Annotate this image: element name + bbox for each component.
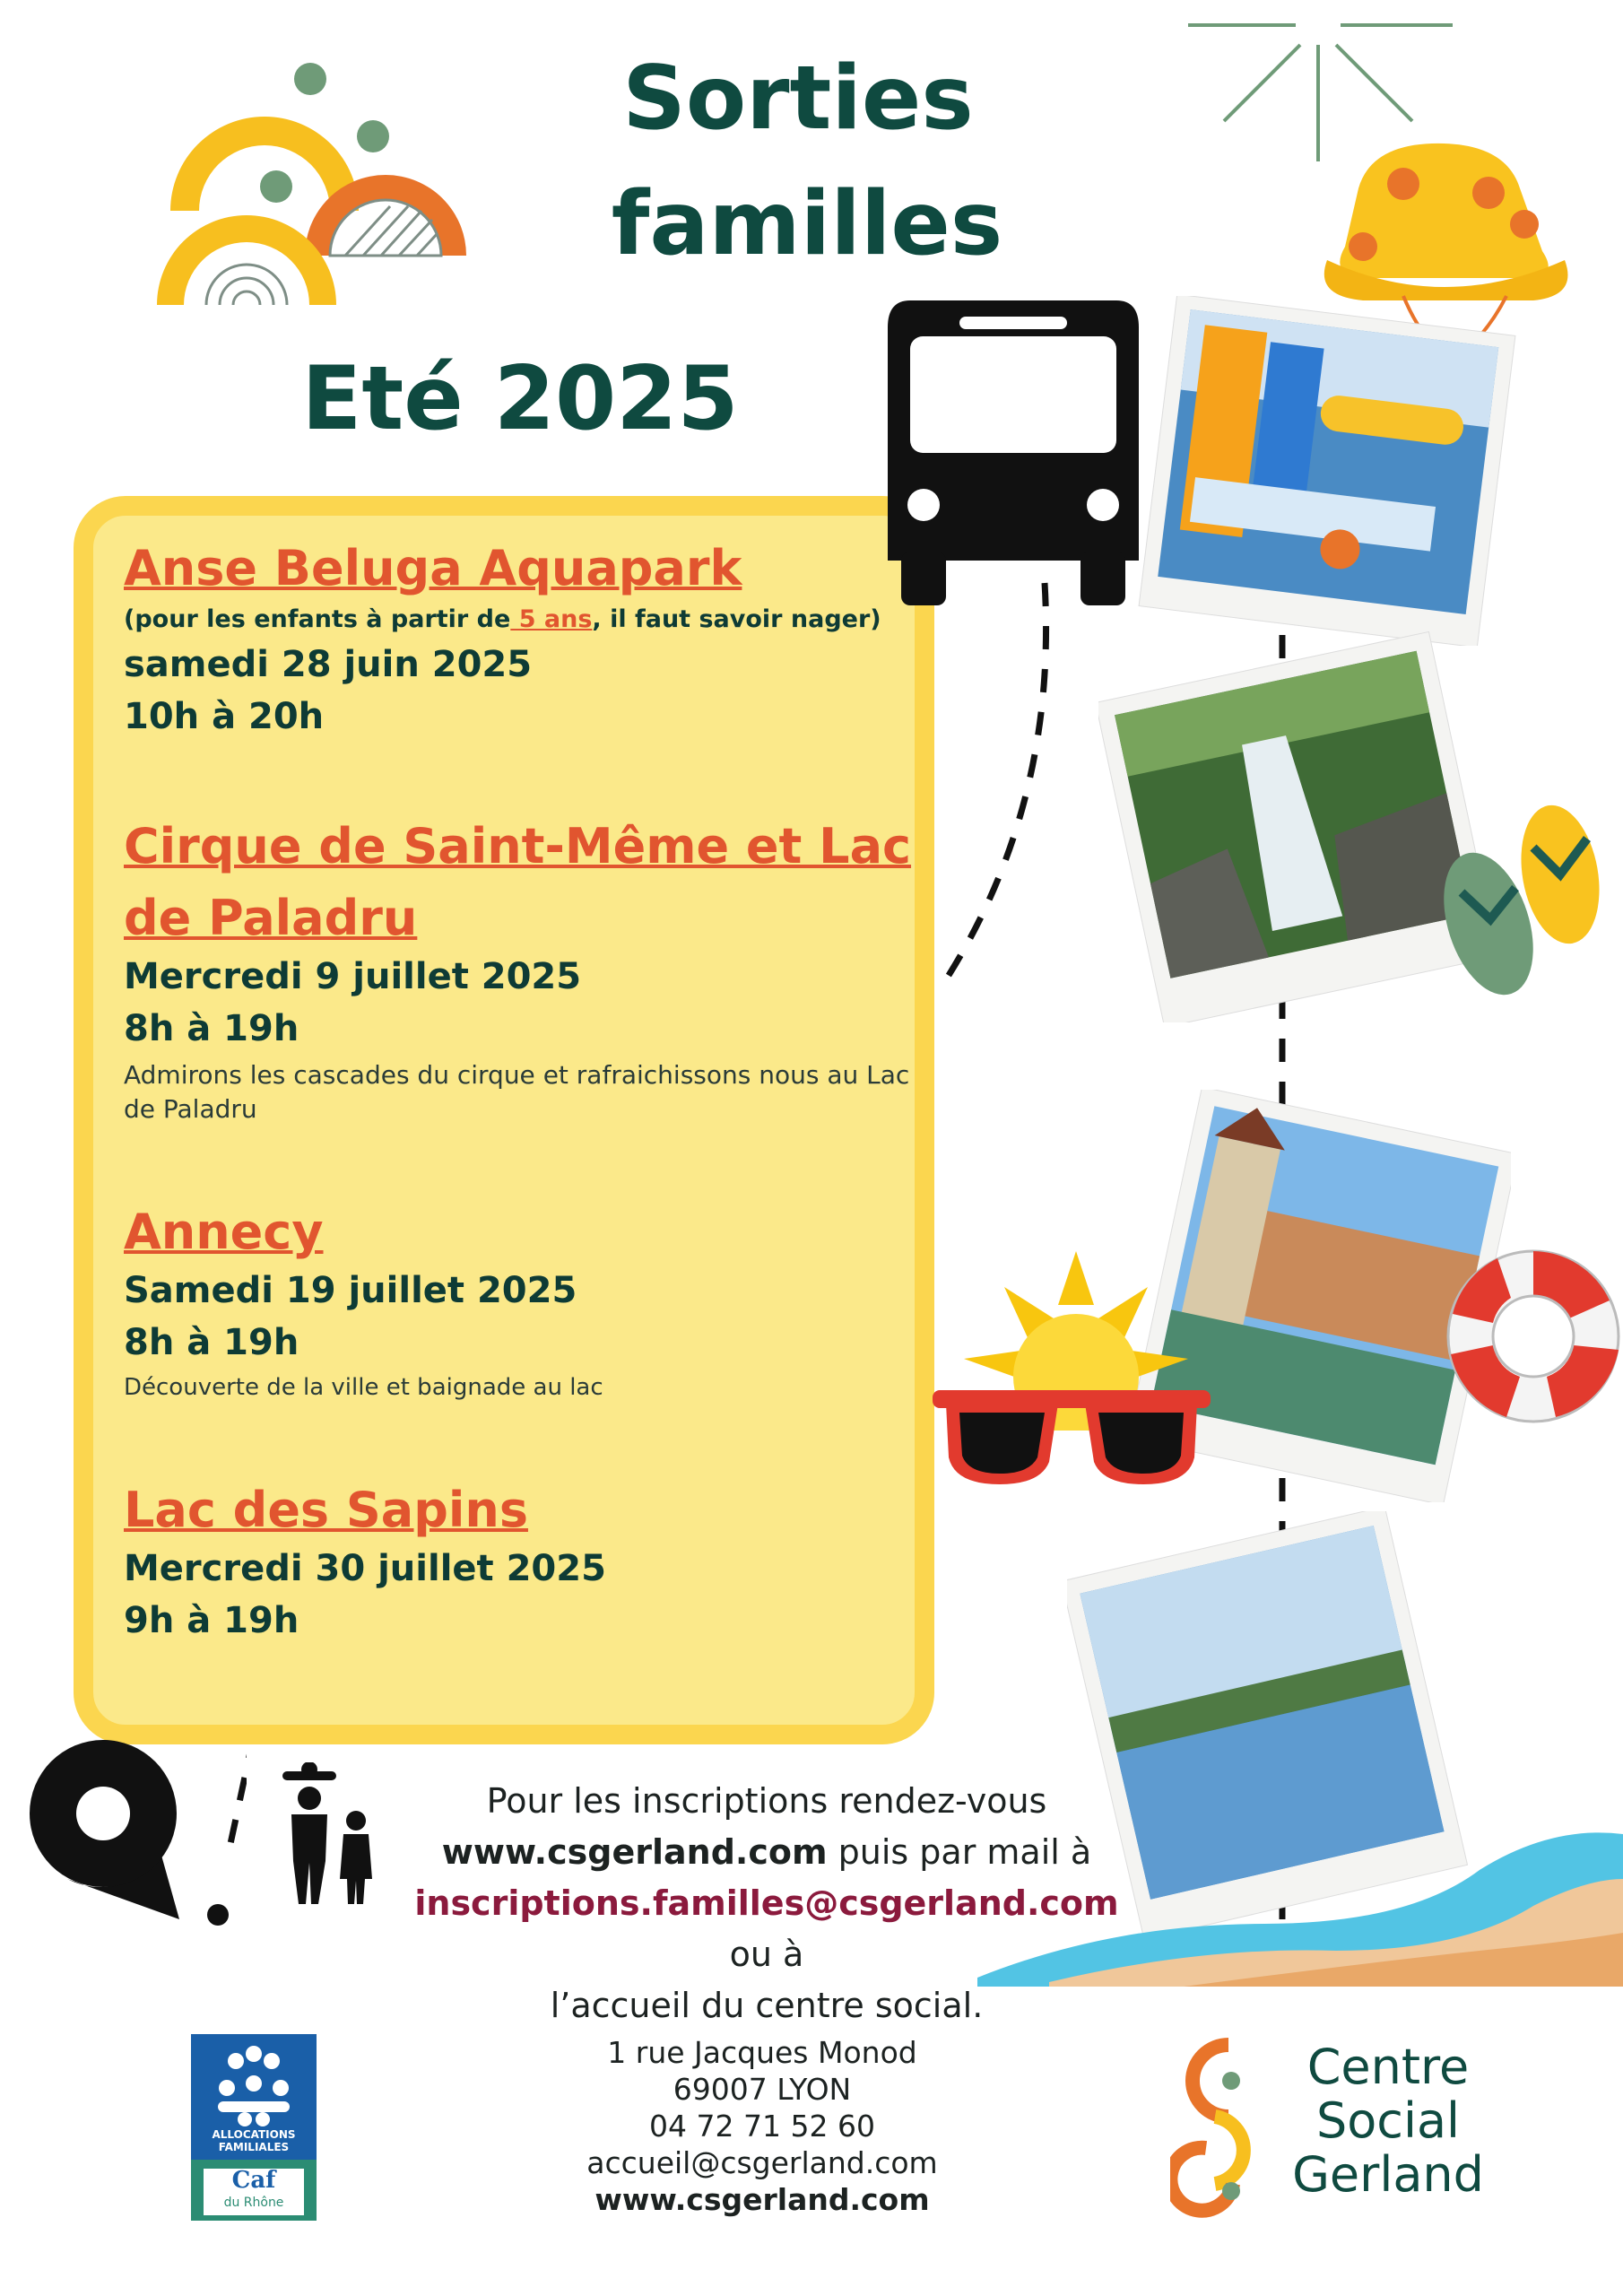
- event-desc-cirque-line2: de Paladru: [124, 1094, 257, 1124]
- page-title-line1: Sorties: [622, 48, 974, 150]
- caf-line2: FAMILIALES: [218, 2141, 290, 2153]
- event-time-cirque: 8h à 19h: [124, 1008, 299, 1049]
- family-icon: [273, 1762, 381, 1906]
- event-title-aquapark: Anse Beluga Aquapark: [124, 540, 742, 596]
- page-title-line2: familles: [611, 173, 1003, 275]
- address-block: [556, 2034, 968, 2218]
- address-website[interactable]: www.csgerland.com: [595, 2182, 930, 2217]
- address-street: 1 rue Jacques Monod: [607, 2035, 917, 2070]
- caf-text: [191, 2128, 317, 2153]
- note-text: (pour les enfants à partir de: [124, 605, 511, 633]
- map-pin-icon: [13, 1735, 247, 1928]
- caf-region: du Rhône: [223, 2196, 284, 2210]
- event-title-cirque-line2: de Paladru: [124, 890, 418, 946]
- inscriptions-line2: [395, 1827, 1139, 1878]
- event-date-aquapark: samedi 28 juin 2025: [124, 644, 533, 685]
- address-phone[interactable]: 04 72 71 52 60: [649, 2109, 875, 2144]
- address-city: 69007 LYON: [673, 2072, 852, 2107]
- life-ring-icon: [1444, 1242, 1623, 1435]
- event-date-cirque: Mercredi 9 juillet 2025: [124, 956, 582, 997]
- event-date-annecy: Samedi 19 juillet 2025: [124, 1270, 577, 1311]
- sunglasses-icon: [933, 1386, 1211, 1502]
- note-age-highlight: 5 ans: [510, 605, 593, 633]
- address-email[interactable]: accueil@csgerland.com: [586, 2145, 938, 2180]
- centre-line1: Centre: [1306, 2039, 1470, 2095]
- caf-logo: [191, 2034, 317, 2221]
- website-link[interactable]: www.csgerland.com: [441, 1832, 828, 1872]
- centre-social-logo: [1170, 2031, 1511, 2220]
- event-time-aquapark: 10h à 20h: [124, 696, 325, 737]
- inscriptions-email-link[interactable]: inscriptions.familles@csgerland.com: [414, 1883, 1119, 1923]
- aquapark-photo: [1134, 296, 1520, 646]
- caf-line1: ALLOCATIONS: [212, 2128, 296, 2141]
- note-text-after: , il faut savoir nager): [592, 605, 881, 633]
- centre-social-name: [1267, 2040, 1509, 2202]
- flip-flops-icon: [1435, 803, 1614, 1000]
- event-desc-cirque-line1: Admirons les cascades du cirque et rafraichissons nous au Lac: [124, 1060, 910, 1090]
- caf-name: Caf: [231, 2167, 276, 2194]
- inscriptions-line1: Pour les inscriptions rendez-vous: [486, 1781, 1047, 1821]
- event-time-lac-sapins: 9h à 19h: [124, 1600, 299, 1641]
- event-time-annecy: 8h à 19h: [124, 1322, 299, 1363]
- event-title-lac-sapins: Lac des Sapins: [124, 1482, 528, 1538]
- inscriptions-line4: l’accueil du centre social.: [550, 1986, 984, 2025]
- event-note-aquapark: [124, 605, 881, 633]
- centre-line3: Gerland: [1292, 2146, 1484, 2203]
- centre-line2: Social: [1315, 2092, 1461, 2149]
- inscriptions-line3-text: ou à: [729, 1935, 804, 1974]
- inscriptions-line2-text: puis par mail à: [827, 1832, 1092, 1872]
- waterfall-photo: [1098, 628, 1493, 1022]
- event-desc-annecy: Découverte de la ville et baignade au lac: [124, 1374, 603, 1401]
- event-title-annecy: Annecy: [124, 1204, 324, 1260]
- inscriptions-line3: [395, 1878, 1139, 1980]
- centre-social-logo-icon: [1170, 2031, 1269, 2220]
- rainbow-logo-icon: [152, 54, 484, 314]
- event-title-cirque-line1: Cirque de Saint-Même et Lac: [124, 818, 912, 874]
- season-heading: Eté 2025: [301, 348, 739, 450]
- inscriptions-block: [395, 1776, 1139, 2031]
- bus-icon: [883, 300, 1143, 610]
- event-date-lac-sapins: Mercredi 30 juillet 2025: [124, 1548, 606, 1589]
